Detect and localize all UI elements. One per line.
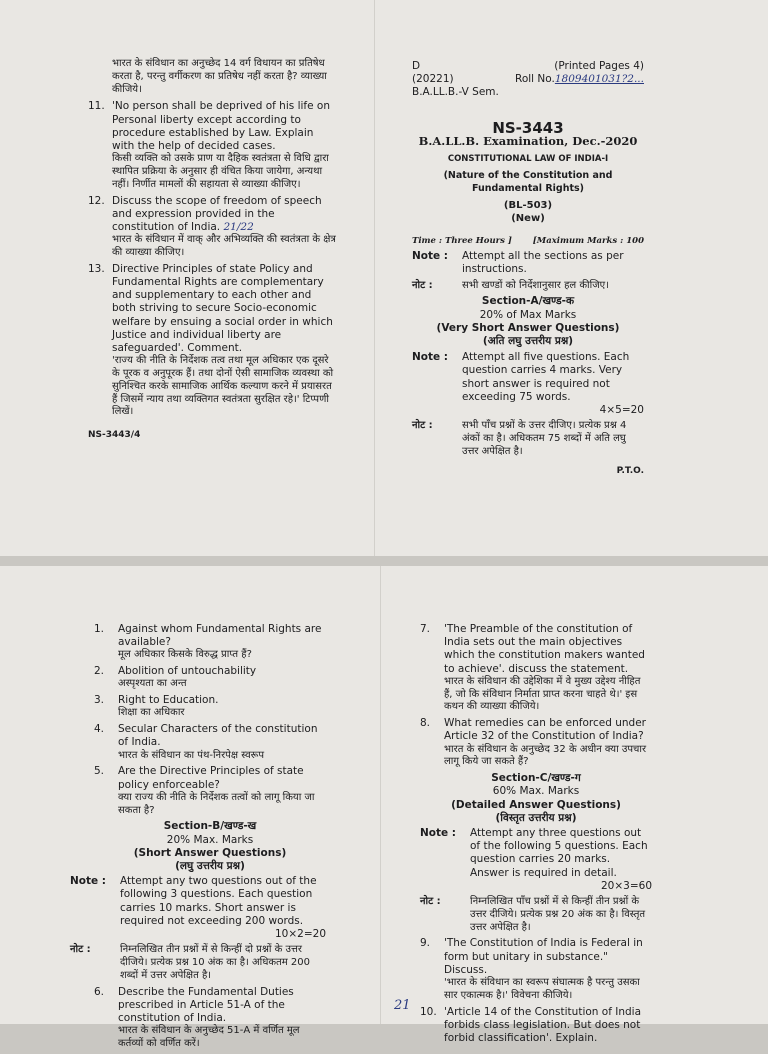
- question-4: 4. Secular Characters of the constitution of India. भारत के संविधान का पंथ-निरपेक्ष स्वरूप: [94, 723, 318, 761]
- section-b-note-hindi: नोट : निम्नलिखित तीन प्रश्नों में से किन्हीं दो प्रश्नों के उत्तर दीजिये। प्रत्येक प्रश्न 10 अंक का है। अधिकतम 200 शब्दों में उत्तर अपेक्षित है।: [70, 944, 311, 981]
- question-7: 7. 'The Preamble of the constitution of India sets out the main objectives which the constitution makers wanted to achieve'. discuss the statement. भारत के संविधान की उद्देशिका में वे मुख्य उद्देश्य नीहित हैं, जो कि संविधान निर्माता प्राप्त करना चाहते थे।' इस कथन की व्याख्या कीजिये।: [420, 623, 645, 713]
- section-c-note-hindi: नोट : निम्नलिखित पाँच प्रश्नों में से किन्हीं तीन प्रश्नों के उत्तर दीजिये। प्रत्येक प्रश्न 20 अंक का है। विस्तृत उत्तर अपेक्षित है।: [420, 896, 646, 933]
- page-fold: [374, 0, 375, 556]
- general-note: Note : Attempt all the sections as per instructions.: [412, 250, 624, 276]
- max-marks: [Maximum Marks : 100: [532, 236, 644, 247]
- section-a-type: (Very Short Answer Questions): [436, 321, 620, 334]
- course: B.A.LL.B.-V Sem.: [412, 86, 499, 99]
- section-c-heading: Section-C/खण्ड-ग: [491, 772, 581, 785]
- header-row-1: [412, 60, 644, 73]
- question-text-en: Directive Principles of state Policy and Fundamental Rights are complementary and supplementary to each other and both striving to secure Socio-economic welfare by ensuing a social order in which Justice and individual liberty are safeguarded'. Comment.: [112, 262, 333, 355]
- paper-bl-code: (BL-503): [503, 199, 553, 211]
- section-c-total: 20×3=60: [601, 879, 652, 892]
- series-letter: D: [412, 60, 421, 72]
- section-b-heading: Section-B/खण्ड-ख: [163, 820, 257, 833]
- exam-title: B.A.LL.B. Examination, Dec.-2020: [418, 133, 638, 148]
- section-b-marks: 20% Max. Marks: [166, 833, 254, 846]
- question-text-hi: 'राज्य की नीति के निर्देशक तत्व तथा मूल अधिकार एक दूसरे के पूरक व अनुपूरक हैं। तथा दोनों ऐसी सामाजिक व्यवस्था को सुनिश्चित करके सामाजिक आर्थिक कल्याण करने में प्रयासरत हैं जिसमें न्याय तथा व्यक्तिगत स्वतंत्रता सुरक्षित रहे।' टिप्पणी लिखें।: [112, 355, 334, 418]
- question-9: 9. 'The Constitution of India is Federal in form but unitary in substance." Discuss. 'भारत के संविधान का स्वरूप संघात्मक है परन्तु उसका सार एकात्मक है।' विवेचना कीजिये।: [420, 937, 643, 1001]
- intro-hindi: भारत के संविधान का अनुच्छेद 14 वर्ग विधायन का प्रतिषेध करता है, परन्तु वर्गीकरण का प्रतिषेध नहीं करता है? व्याख्या कीजिये।: [112, 58, 327, 95]
- section-b-total: 10×2=20: [275, 928, 326, 941]
- question-text-hi: भारत के संविधान में वाक् और अभिव्यक्ति की स्वतंत्रता के क्षेत्र की व्याख्या कीजिए।: [112, 234, 336, 258]
- section-a-note: Note : Attempt all five questions. Each question carries 4 marks. Very short answer is required not exceeding 75 words. 4×5=20: [412, 351, 644, 417]
- question-2: 2. Abolition of untouchability अस्पृश्यता का अन्त: [94, 665, 257, 690]
- question-13: 13. Directive Principles of state Policy and Fundamental Rights are complementary and supplementary to each other and both striving to secure Socio-economic welfare by ensuing a social order in which Justice and individual liberty are safeguarded'. Comment. 'राज्य की नीति के निर्देशक तत्व तथा मूल अधिकार एक दूसरे के पूरक व अनुपूरक हैं। तथा दोनों ऐसी सामाजिक व्यवस्था को सुनिश्चित करके सामाजिक आर्थिक कल्याण करने में प्रयासरत हैं जिसमें न्याय तथा व्यक्तिगत स्वतंत्रता सुरक्षित रहे।' टिप्पणी लिखें।: [88, 263, 338, 419]
- section-b-type-hindi: (लघु उत्तरीय प्रश्न): [175, 860, 245, 873]
- paper-new: (New): [511, 212, 545, 224]
- exam-sheet-page-2: [0, 566, 768, 1050]
- question-text-hi: किसी व्यक्ति को उसके प्राण या दैहिक स्वतंत्रता से विधि द्वारा स्थापित प्रक्रिया के अनुसार ही वंचित किया जायेगा, अन्यथा नहीं। निर्णीत मामलों की सहायता से व्याख्या कीजिए।: [112, 153, 329, 190]
- question-12: 12. Discuss the scope of freedom of speech and expression provided in the constitution of India. 21/22 भारत के संविधान में वाक् और अभिव्यक्ति की स्वतंत्रता के क्षेत्र की व्याख्या कीजिए।: [88, 195, 338, 260]
- subtitle: (Nature of the Constitution and Fundamental Rights): [443, 170, 613, 195]
- page-3-column: [420, 623, 652, 1048]
- section-a-note-hindi: नोट : सभी पाँच प्रश्नों के उत्तर दीजिए। प्रत्येक प्रश्न 4 अंकों का है। अधिकतम 75 शब्दों में अति लघु उत्तर अपेक्षित है।: [412, 420, 627, 457]
- handwritten-date: 21/22: [223, 221, 254, 233]
- question-3: 3. Right to Education. शिक्षा का अधिकार: [94, 694, 219, 719]
- section-b-note: Note : Attempt any two questions out of the following 3 questions. Each question carries 10 marks. Short answer is required not exceeding 200 words. 10×2=20: [70, 875, 326, 941]
- section-a-marks: 20% of Max Marks: [479, 308, 577, 321]
- page-fold: [380, 566, 381, 1024]
- section-c-marks: 60% Max. Marks: [492, 785, 580, 798]
- question-11: 11. 'No person shall be deprived of his life on Personal liberty except according to procedure established by Law. Explain with the help of decided cases. किसी व्यक्ति को उसके प्राण या दैहिक स्वतंत्रता से विधि द्वारा स्थापित प्रक्रिया के अनुसार ही वंचित किया जायेगा, अन्यथा नहीं। निर्णीत मामलों की सहायता से व्याख्या कीजिए।: [88, 100, 338, 191]
- general-note-hindi: नोट : सभी खण्डों को निर्देशानुसार हल कीजिए।: [412, 279, 609, 291]
- question-8: 8. What remedies can be enforced under Article 32 of the Constitution of India? भारत के संविधान के अनुच्छेद 32 के अधीन क्या उपचार लागू किये जा सकते हैं?: [420, 717, 647, 768]
- question-5: 5. Are the Directive Principles of state policy enforceable? क्या राज्य की नीति के निर्देशक तत्वों को लागू किया जा सकता है?: [94, 765, 315, 816]
- time: Time : Three Hours ]: [412, 236, 512, 247]
- section-a-type-hindi: (अति लघु उत्तरीय प्रश्न): [482, 335, 574, 348]
- section-b-type: (Short Answer Questions): [133, 846, 287, 859]
- header-row-2: [412, 73, 644, 86]
- question-1: 1. Against whom Fundamental Rights are available? मूल अधिकार किसके विरुद्ध प्राप्त हैं?: [94, 623, 322, 661]
- question-6: 6. Describe the Fundamental Duties prescribed in Article 51-A of the constitution of India. भारत के संविधान के अनुच्छेद 51-A में वर्णित मूल कर्तव्यों को वर्णित करें।: [94, 985, 300, 1050]
- question-10: 10. 'Article 14 of the Constitution of India forbids class legislation. But does not forbid classification'. Explain.: [420, 1005, 641, 1045]
- paper-code: NS-3443: [492, 118, 564, 137]
- roll-number: Roll No.1809401031?2...: [515, 73, 644, 86]
- section-a-heading: Section-A/खण्ड-क: [481, 295, 575, 308]
- question-text-en: 'No person shall be deprived of his life on Personal liberty except according to procedure established by Law. Explain with the help of decided cases.: [112, 100, 330, 152]
- time-marks-row: [412, 235, 644, 248]
- section-c-note: Note : Attempt any three questions out of the following 5 questions. Each question carries 20 marks. Answer is required in detail. 20×3=60: [420, 827, 652, 892]
- section-c-type-hindi: (विस्तृत उत्तरीय प्रश्न): [495, 811, 577, 824]
- printed-pages: (Printed Pages 4): [554, 60, 644, 72]
- footer-code: NS-3443/4: [88, 430, 141, 441]
- subject: CONSTITUTIONAL LAW OF INDIA-I: [447, 154, 609, 165]
- section-a-total: 4×5=20: [599, 404, 644, 417]
- page-4-column: [88, 58, 338, 442]
- page-2-column: [70, 623, 326, 1054]
- roll-number-value: 1809401031?2...: [554, 73, 644, 86]
- please-turn-over: P.T.O.: [616, 465, 644, 476]
- exam-code: (20221): [412, 73, 454, 86]
- section-c-type: (Detailed Answer Questions): [451, 798, 621, 811]
- question-text-en: Discuss the scope of freedom of speech and expression provided in the constitution of India. 21/22: [112, 194, 322, 233]
- margin-pen-mark: 21: [394, 998, 411, 1013]
- page-1-column: [412, 60, 644, 478]
